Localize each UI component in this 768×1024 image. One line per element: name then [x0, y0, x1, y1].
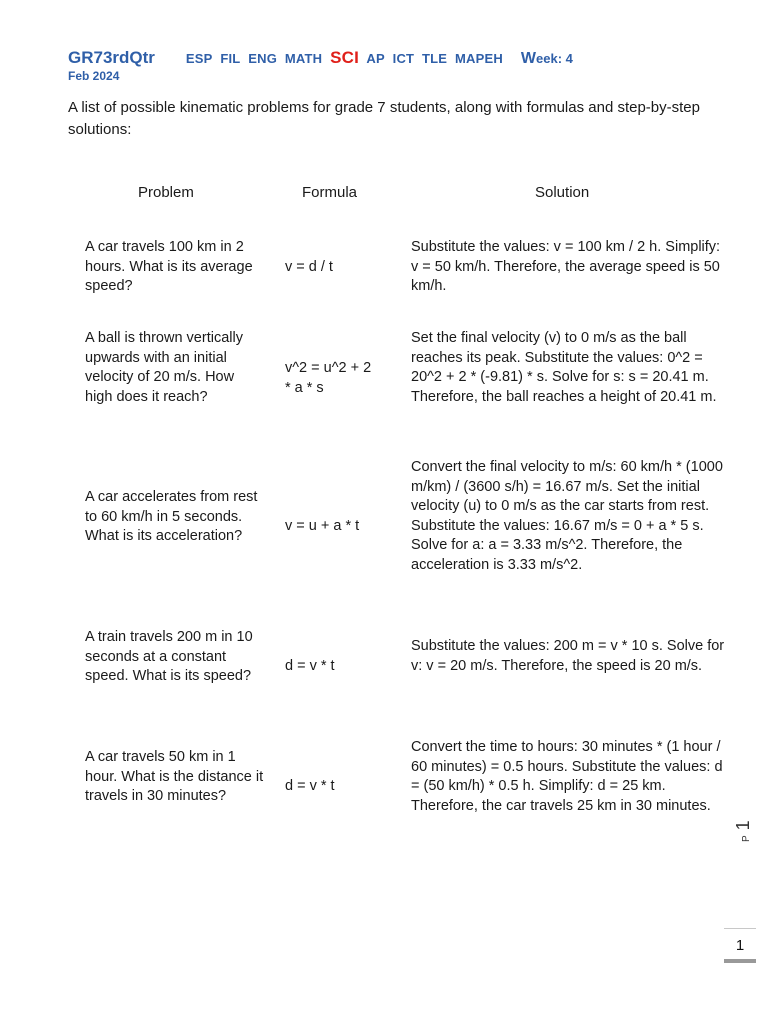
header-row [68, 48, 728, 68]
row-4-solution: Substitute the values: 200 m = v * 10 s. Solve for v: v = 20 m/s. Therefore, the speed is 20 m/s. [411, 638, 725, 674]
row-3-solution: Convert the final velocity to m/s: 60 km/h * (1000 m/km) / (3600 s/h) = 16.67 m/s. Set the initial velocity (u) to 0 m/s as the car starts from rest. Substitute the values: 16.67 m/s = 0 + a * 5 s. Solve for a: a = 3.33 m/s^2. Therefore, the acceleration is 3.33 m/s^2. [411, 459, 723, 573]
column-header-problem: Problem [138, 184, 194, 201]
subject-math: MATH [284, 51, 323, 66]
row-2-solution: Set the final velocity (v) to 0 m/s as the ball reaches its peak. Substitute the values: 0^2 = 20^2 + 2 * (-9.81) * s. Solve for s: s = 20.41 m. Therefore, the ball reaches a height of 20.41 m. [411, 330, 717, 405]
row-5-solution: Convert the time to hours: 30 minutes * (1 hour / 60 minutes) = 0.5 hours. Substitute the values: d = (50 km/h) * 0.5 h. Simplify: d = 25 km. Therefore, the car travels 25 km in 30 minutes. [411, 739, 723, 814]
week-letter: W [520, 50, 537, 67]
row-4-problem: A train travels 200 m in 10 seconds at a constant speed. What is its speed? [85, 629, 253, 684]
subject-ict: ICT [392, 51, 415, 66]
subject-tle: TLE [422, 51, 448, 66]
row-4-formula: d = v * t [285, 658, 335, 674]
subject-eng: ENG [248, 51, 278, 66]
document-date: Feb 2024 [68, 69, 120, 83]
subject-sci-highlighted: SCI [330, 48, 360, 67]
side-page-label [733, 820, 754, 842]
column-header-formula: Formula [302, 184, 358, 201]
row-2-problem: A ball is thrown vertically upwards with an initial velocity of 20 m/s. How high does it reach? [85, 330, 243, 405]
subject-ap: AP [366, 51, 385, 66]
row-1-problem: A car travels 100 km in 2 hours. What is its average speed? [85, 239, 253, 294]
row-1-formula: v = d / t [285, 259, 333, 275]
row-3-problem: A car accelerates from rest to 60 km/h in 5 seconds. What is its acceleration? [85, 489, 258, 544]
page-number-bar [724, 959, 756, 963]
subject-esp: ESP [185, 51, 213, 66]
subject-mapeh: MAPEH [454, 51, 503, 66]
side-page-prefix: P [741, 835, 752, 842]
subject-fil: FIL [220, 51, 241, 66]
row-5-formula: d = v * t [285, 778, 335, 794]
row-1-solution: Substitute the values: v = 100 km / 2 h. Simplify: v = 50 km/h. Therefore, the average speed is 50 km/h. [411, 239, 721, 294]
column-header-solution: Solution [535, 184, 590, 201]
page-number: 1 [735, 937, 745, 954]
side-page-number: 1 [733, 820, 753, 831]
page-number-box [724, 928, 756, 963]
document-header [68, 48, 728, 83]
week-label [521, 50, 573, 68]
row-5-problem: A car travels 50 km in 1 hour. What is the distance it travels in 30 minutes? [85, 749, 264, 804]
class-code: GR73rdQtr [68, 48, 155, 67]
row-2-formula: v^2 = u^2 + 2 * a * s [285, 360, 372, 396]
subject-list [186, 48, 507, 68]
intro-paragraph: A list of possible kinematic problems for grade 7 students, along with formulas and step-by-step solutions: [68, 99, 700, 138]
row-3-formula: v = u + a * t [285, 518, 360, 534]
week-text: eek: 4 [536, 51, 573, 66]
